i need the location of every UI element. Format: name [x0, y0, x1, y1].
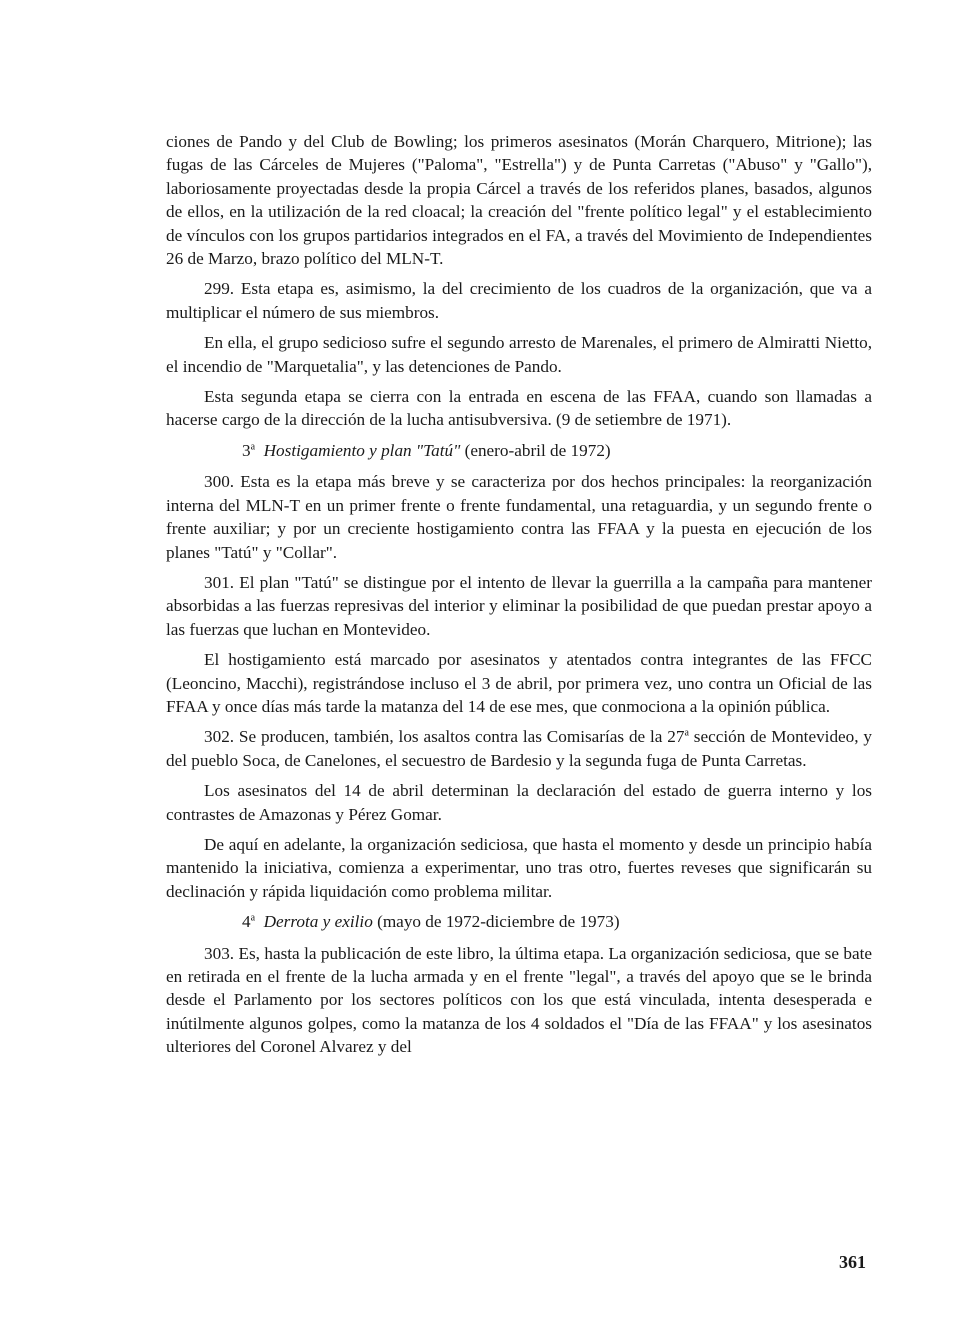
paragraph-302-ordinal: a: [684, 727, 689, 739]
paragraph-arrests: En ella, el grupo sedicioso sufre el segundo arresto de Marenales, el primero de Almiratti Nietto, el incendio de "Marquetalia", y las detenciones de Pando.: [166, 333, 872, 376]
paragraph-asesinatos-14-abril: Los asesinatos del 14 de abril determinan la declaración del estado de guerra interno y los contrastes de Amazonas y Pérez Gomar.: [166, 781, 872, 824]
body-text: [166, 130, 872, 1066]
paragraph-303: 303. Es, hasta la publicación de este libro, la última etapa. La organización sediciosa, que se bate en retirada en el frente de la lucha armada y en el frente "legal", a través del apoyo que se le brinda desde el Parlamento por los sectores políticos con los que está vinculada, intenta desesperada e inútilmente algunos golpes, como la matanza de los 4 soldados el "Día de las FFAA" y los asesinatos ulteriores del Coronel Alvarez y del: [166, 943, 872, 1057]
page-number: 361: [839, 1252, 866, 1272]
section-heading-4: [166, 910, 872, 933]
paragraph-hostigamiento: El hostigamiento está marcado por asesinatos y atentados contra integrantes de las FFCC (Leoncino, Macchi), registrándose incluso el 3 de abril, por primera vez, uno contra un Oficial de las FFAA y once días más tarde la matanza del 14 de ese mes, que conmociona a la opinión pública.: [166, 650, 872, 716]
paragraph-302: [166, 725, 872, 772]
heading-4-dates: (mayo de 1972-diciembre de 1973): [377, 912, 620, 932]
section-heading-3: [166, 439, 872, 462]
heading-3-ordinal: a: [250, 441, 256, 453]
heading-4-title: Derrota y exilio: [263, 912, 373, 932]
paragraph-302-start: 302. Se producen, también, los asaltos contra las Comisarías de la 27: [204, 727, 685, 747]
paragraph-299: 299. Esta etapa es, asimismo, la del crecimiento de los cuadros de la organización, que va a multiplicar el número de sus miembros.: [166, 279, 872, 322]
heading-3-title: Hostigamiento y plan "Tatú": [263, 440, 461, 460]
heading-3-number: 3: [242, 440, 251, 460]
paragraph-301: 301. El plan "Tatú" se distingue por el intento de llevar la guerrilla a la campaña para mantener absorbidas a las fuerzas represivas del interior y eliminar la posibilidad de que puedan prestar apoyo a las fuerzas que luchan en Montevideo.: [166, 572, 872, 639]
paragraph-second-stage-close: Esta segunda etapa se cierra con la entrada en escena de las FFAA, cuando son llamadas a hacerse cargo de la dirección de la lucha antisubversiva. (9 de setiembre de 1971).: [166, 387, 872, 430]
paragraph-continued: ciones de Pando y del Club de Bowling; los primeros asesinatos (Morán Charquero, Mitrione); las fugas de las Cárceles de Mujeres ("Paloma", "Estrella") y de Punta Carretas ("Abuso" y "Gallo"), laboriosamente proyectadas desde la propia Cárcel a través de los referidos planes, basados, algunos de ellos, en la utilización de la red cloacal; la creación del "frente político legal" y el establecimiento de vínculos con los grupos partidarios integrados en el FA, a través del Movimiento de Independientes 26 de Marzo, brazo político del MLN-T.: [166, 132, 872, 269]
heading-4-ordinal: a: [250, 912, 256, 924]
paragraph-de-aqui-en-adelante: De aquí en adelante, la organización sediciosa, que hasta el momento y desde un principio había mantenido la iniciativa, comienza a experimentar, uno tras otro, fuertes reveses que significarán su declinación y rápida liquidación como problema militar.: [166, 834, 872, 901]
paragraph-300: 300. Esta es la etapa más breve y se caracteriza por dos hechos principales: la reorganización interna del MLN-T en un primer frente o frente fundamental, una retaguardia, y un segundo frente o frente auxiliar; y por un creciente hostigamiento contra las FFAA y la puesta en ejecución de los planes "Tatú" y "Collar".: [166, 472, 872, 562]
heading-4-number: 4: [242, 912, 251, 932]
heading-3-dates: (enero-abril de 1972): [464, 440, 611, 460]
paragraph-302-end: sección de Montevideo, y del pueblo Soca, de Canelones, el secuestro de Bardesio y la segunda fuga de Punta Carretas.: [166, 727, 872, 770]
